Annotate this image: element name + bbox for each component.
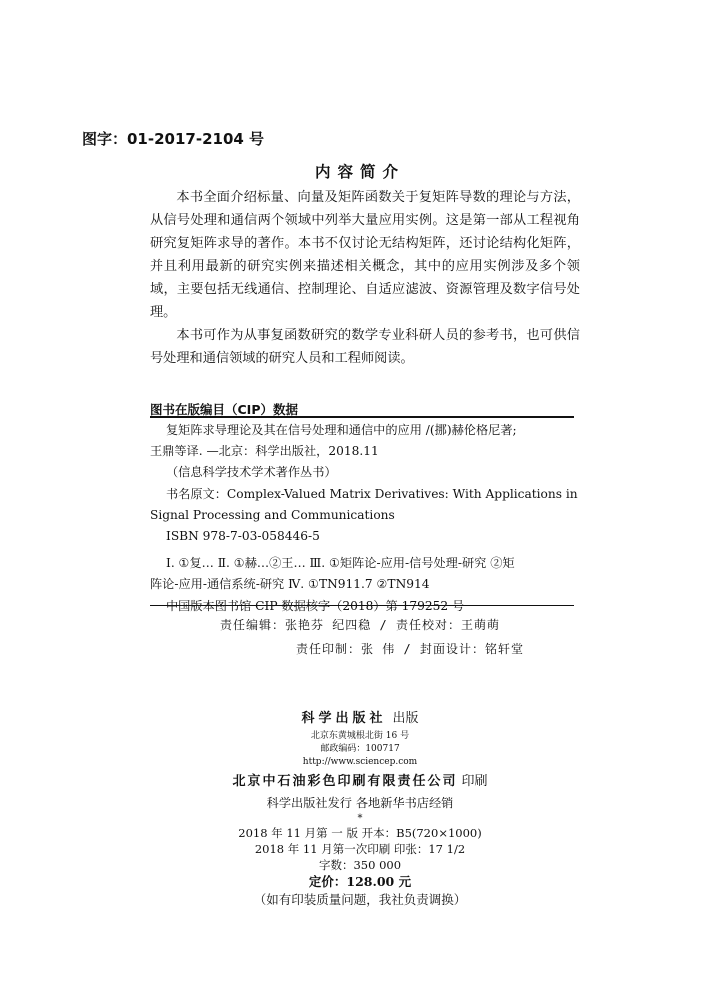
cip-top-rule — [150, 416, 574, 418]
cip-classification-line-1: Ⅰ. ①复… Ⅱ. ①赫…②王… Ⅲ. ①矩阵论-应用-信号处理-研究 ②矩 — [166, 556, 515, 571]
summary-body — [150, 186, 580, 370]
separator-star: * — [357, 813, 363, 824]
word-count: 字数：350 000 — [318, 858, 402, 872]
cip-bottom-rule — [150, 605, 574, 606]
publisher-postcode: 邮政编码：100717 — [320, 744, 400, 754]
edition-line-1: 2018 年 11 月第 一 版 开本：B5(720×1000) — [238, 826, 482, 840]
publisher-name: 科学出版社 — [301, 711, 387, 726]
cip-classification-line-2: 阵论-应用-通信系统-研究 Ⅳ. ①TN911.7 ②TN914 — [150, 577, 430, 592]
credits-editors: 责任编辑：张艳芬 纪四稳 / 责任校对：王萌萌 — [220, 618, 500, 632]
printer-line — [0, 771, 720, 793]
cip-heading: 图书在版编目（CIP）数据 — [150, 402, 298, 417]
summary-paragraph-2: 本书可作为从事复函数研究的数学专业科研人员的参考书，也可供信号处理和通信领域的研究人员和工程师阅读。 — [150, 328, 580, 366]
credits-production: 责任印制：张 伟 / 封面设计：铭轩堂 — [296, 642, 524, 656]
distribution-line: 科学出版社发行 各地新华书店经销 — [266, 796, 454, 810]
printer-name: 北京中石油彩色印刷有限责任公司 — [232, 774, 458, 789]
publisher-block — [0, 708, 720, 909]
quality-note: （如有印装质量问题，我社负责调换） — [253, 892, 467, 907]
cip-original-title-line-1: 书名原文：Complex-Valued Matrix Derivatives: With Applications in — [166, 486, 578, 501]
printer-action: 印刷 — [461, 774, 488, 789]
cip-block — [150, 420, 578, 617]
publisher-action: 出版 — [392, 711, 419, 726]
edition-line-2: 2018 年 11 月第一次印刷 印张：17 1/2 — [254, 842, 466, 856]
summary-title: 内容简介 — [314, 163, 405, 181]
cip-title-line-1: 复矩阵求导理论及其在信号处理和通信中的应用 /(挪)赫伦格尼著; — [166, 423, 517, 437]
cip-series: （信息科学技术学术著作丛书） — [166, 465, 337, 480]
publisher-website: http://www.sciencep.com — [302, 757, 418, 767]
price: 定价：128.00 元 — [308, 874, 412, 889]
cip-isbn: ISBN 978-7-03-058446-5 — [166, 529, 320, 544]
summary-paragraph-1: 本书全面介绍标量、向量及矩阵函数关于复矩阵导数的理论与方法，从信号处理和通信两个领域中列举大量应用实例。这是第一部从工程视角研究复矩阵求导的著作。本书不仅讨论无结构矩阵，还讨论结构化矩阵，并且利用最新的研究实例来描述相关概念，其中的应用实例涉及多个领域，主要包括无线通信、控制理论、自适应滤波、资源管理及数字信号处理。 — [150, 190, 580, 320]
registration-number: 图字：01-2017-2104 号 — [82, 130, 265, 148]
publisher-address: 北京东黄城根北街 16 号 — [310, 731, 410, 741]
publisher-line — [0, 708, 720, 730]
cip-title-line-2: 王鼎等译. —北京：科学出版社，2018.11 — [150, 444, 379, 459]
cip-original-title-line-2: Signal Processing and Communications — [150, 507, 395, 522]
cip-library-number: 中国版本图书馆 CIP 数据核字（2018）第 179252 号 — [166, 598, 465, 613]
